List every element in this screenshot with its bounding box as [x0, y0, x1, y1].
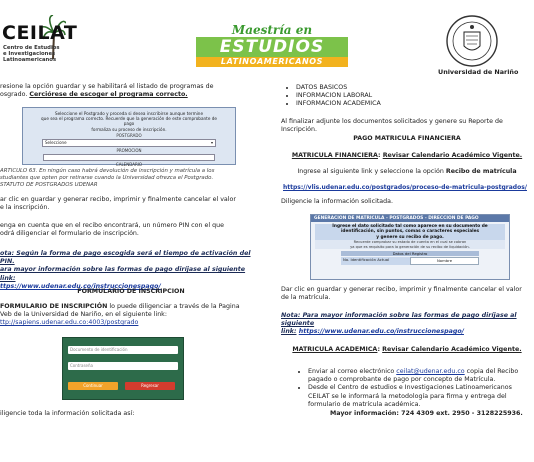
identificacion-label: No. Identificación Actual — [341, 257, 410, 265]
postgrado-select[interactable] — [42, 139, 216, 147]
university-name: Universidad de Nariño — [438, 68, 519, 76]
pago-heading: PAGO MATRICULA FINANCIERA — [353, 135, 461, 142]
right-paragraph-3: Diligencie la información solicitada. — [281, 198, 394, 205]
contact-info: Mayor información: 724 4309 ext. 2950 - 3128225936. — [330, 410, 523, 417]
list-item: • Enviar al correo electrónico ceilat@udenar.edu.co copia del Recibo pagado o comprobante de pago por concepto de Matrícula. — [308, 368, 532, 384]
articulo-caption: ARTICULO 63. En ningún caso habrá devolución de inscripción y matrícula a los studiantes que opten por retirarse cuando la Universidad ofrezca el Postgrado. STATUTO DE POSTGRADOS UDENAR — [0, 168, 215, 188]
ceilat-logo — [0, 17, 78, 67]
registro-row — [341, 257, 479, 265]
promocion-select[interactable] — [43, 154, 215, 161]
list-item: • DATOS BASICOS — [296, 84, 532, 92]
matricula-link[interactable]: https://vlis.udenar.edu.co/postgrados/proceso-de-matricula-postgrados/ — [283, 184, 527, 191]
seal-icon — [445, 14, 499, 68]
instrucciones-pago-link-2[interactable]: https://www.udenar.edu.co/instruccionespago/ — [298, 328, 464, 336]
calendario-label: CALENDARIO — [115, 161, 143, 167]
left-paragraph-3: enga en cuenta que en el recibo encontrará, un número PIN con el que odrá diligenciar el formulario de inscripción. — [0, 222, 224, 238]
document-input[interactable]: Documento de identificación — [68, 346, 178, 354]
list-item: • Desde el Centro de estudios e Investigaciones Latinoamericanos CEILAT se le informará la metodología para firma y entrega del formulario de matrícula académica. — [308, 384, 532, 409]
university-seal — [445, 14, 499, 68]
postgrado-screenshot — [22, 107, 236, 165]
instrucciones-pago-link[interactable]: ttps://www.udenar.edu.co/instruccionespago/ — [0, 282, 161, 290]
right-nota: Nota: Para mayor información sobre las formas de pago diríjase al siguiente link: https://www.udenar.edu.co/instruccionespago/ — [281, 312, 517, 336]
left-paragraph-2: ar clic en guardar y generar recibo, imprimir y finalmente cancelar el valor e la inscripción. — [0, 196, 236, 212]
login-screenshot — [62, 337, 184, 400]
maestria-line3: LATINOAMERICANOS — [196, 57, 348, 67]
matricula-financiera-heading: MATRICULA FINANCIERA: Revisar Calendario Académico Vigente. — [291, 152, 523, 159]
maestria-line2: ESTUDIOS — [196, 37, 348, 57]
ceilat-title: CEILAT — [2, 22, 78, 44]
nombre-field[interactable]: Nombre — [410, 257, 479, 265]
list-item: • INFORMACION ACADEMICA — [296, 100, 532, 108]
left-nota: ota: Según la forma de pago escogida será el tiempo de activación del PIN. ara mayor información sobre las formas de pago diríjase al siguiente link: ttps://www.udenar.edu.co/instruccionespago/ — [0, 250, 262, 291]
sapiens-link[interactable]: ttp://sapiens.udenar.edu.co:4003/postgrado — [0, 319, 139, 327]
matricula-screenshot — [310, 214, 510, 280]
screenshot-title-bar: GENERACION DE MATRICULA - POSTGRADOS - DIRECCION DE PAGO — [311, 215, 509, 222]
ceilat-subtitle: Centro de Estudios e Investigaciones Latinoamericanos — [3, 45, 60, 64]
maestria-logo — [196, 24, 348, 68]
formulario-paragraph: FORMULARIO DE INSCRIPCIÓN lo puede diligenciar a través de la Pagina Veb de la Universidad de Nariño, en el siguiente link: ttp://sapiens.udenar.edu.co:4003/postgrado — [0, 303, 262, 328]
matricula-academica-heading: MATRICULA ACADEMICA: Revisar Calendario Académico Vigente. — [292, 346, 522, 353]
right-paragraph-1: Al finalizar adjunte los documentos solicitados y genere su Reporte de Inscripción. — [281, 118, 503, 134]
postgrado-label: POSTGRADO — [116, 132, 142, 138]
academica-list — [294, 368, 532, 409]
list-item: • INFORMACION LABORAL — [296, 92, 532, 100]
postgrado-select-value: Seleccione — [45, 139, 67, 145]
ceilat-email-link[interactable]: ceilat@udenar.edu.co — [396, 368, 465, 375]
screenshot-instructions: Ingrese el dato solicitado tal como aparece en su documento de identificación, sin puntos, comas o caracteres especiales y genere su recibo de pago. — [315, 224, 505, 240]
left-paragraph-1: resione la opción guardar y se habilitará el listado de programas de osgrado. Cerciórese de escoger el programa correcto. — [0, 83, 214, 99]
shot1-text: Seleccione el Postgrado y proceda si desea inscribirse aunque termine que sea el programa correcto. Recuerde que la generación de este comprobante de pago formaliza su proceso de inscripción. — [41, 111, 217, 132]
right-paragraph-4: Dar clic en guardar y generar recibo, imprimir y finalmente cancelar el valor de la matrícula. — [281, 286, 522, 302]
registro-section: Datos del Registro — [341, 251, 479, 256]
data-sections-list — [282, 84, 532, 109]
left-paragraph-4: iligencie toda la información solicitada así: — [0, 410, 135, 417]
password-input[interactable]: Contraseña — [68, 362, 178, 370]
formulario-heading: FORMULARIO DE INSCRIPCION — [77, 288, 185, 295]
screenshot-note: Recuerde comprobar su estado de cuenta en el cual se cobran ya que es requisito para la generación de su recibo de liquidación. — [315, 240, 505, 249]
chevron-down-icon: ▾ — [210, 139, 213, 145]
maestria-line1: Maestría en — [231, 23, 313, 37]
back-button[interactable]: Regresar — [125, 382, 175, 390]
right-paragraph-2: Ingrese al siguiente link y seleccione la opción Recibo de matrícula — [297, 168, 517, 175]
continue-button[interactable]: Continuar — [68, 382, 118, 390]
promocion-label: PROMOCION — [116, 147, 142, 153]
